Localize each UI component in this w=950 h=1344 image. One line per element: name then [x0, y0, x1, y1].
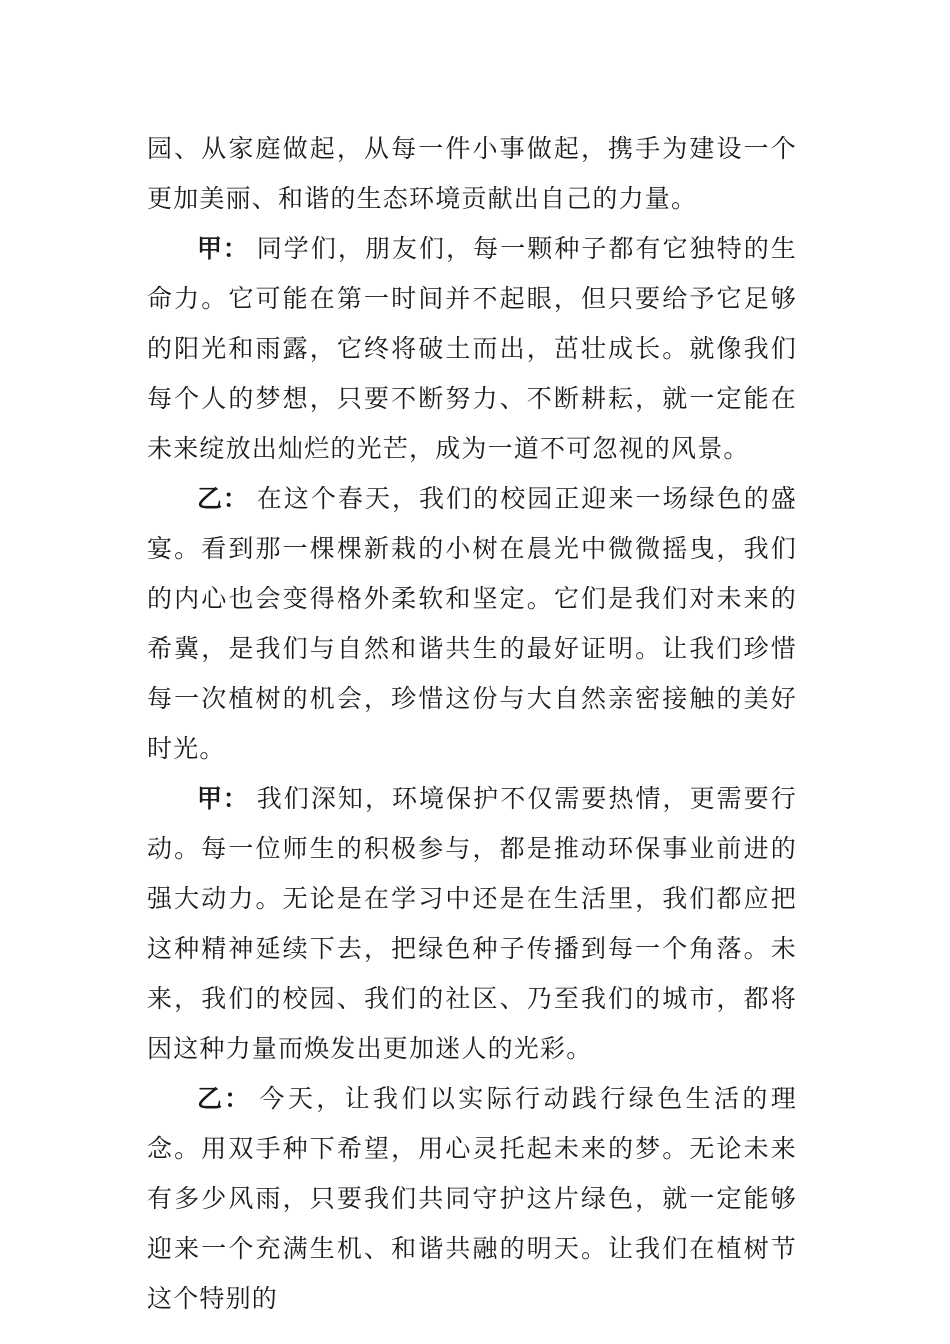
paragraph-text: 今天，让我们以实际行动践行绿色生活的理念。用双手种下希望，用心灵托起未来的梦。无论未来有多少风雨，只要我们共同守护这片绿色，就一定能够迎来一个充满生机、和谐共融的明天。让我们在植树节这个特别的 — [147, 1084, 797, 1313]
paragraph-text: 我们深知，环境保护不仅需要热情，更需要行动。每一位师生的积极参与，都是推动环保事业前进的强大动力。无论是在学习中还是在生活里，我们都应把这种精神延续下去，把绿色种子传播到每一个角落。未来，我们的校园、我们的社区、乃至我们的城市，都将因这种力量而焕发出更加迷人的光彩。 — [147, 784, 797, 1063]
paragraph-jia-1 — [147, 224, 797, 474]
paragraph-text: 在这个春天，我们的校园正迎来一场绿色的盛宴。看到那一棵棵新栽的小树在晨光中微微摇曳，我们的内心也会变得格外柔软和坚定。它们是我们对未来的希冀，是我们与自然和谐共生的最好证明。让我们珍惜每一次植树的机会，珍惜这份与大自然亲密接触的美好时光。 — [147, 484, 797, 763]
paragraph-continued — [147, 124, 797, 224]
paragraph-jia-2 — [147, 774, 797, 1074]
speaker-label: 甲： — [197, 784, 249, 813]
document-body — [147, 124, 797, 1324]
paragraph-text: 同学们，朋友们，每一颗种子都有它独特的生命力。它可能在第一时间并不起眼，但只要给予它足够的阳光和雨露，它终将破土而出，茁壮成长。就像我们每个人的梦想，只要不断努力、不断耕耘，就一定能在未来绽放出灿烂的光芒，成为一道不可忽视的风景。 — [147, 234, 797, 463]
speaker-label: 乙： — [197, 1084, 252, 1113]
paragraph-text: 园、从家庭做起，从每一件小事做起，携手为建设一个更加美丽、和谐的生态环境贡献出自己的力量。 — [147, 134, 797, 213]
speaker-label: 乙： — [197, 484, 249, 513]
paragraph-yi-1 — [147, 474, 797, 774]
paragraph-yi-2 — [147, 1074, 797, 1324]
speaker-label: 甲： — [197, 234, 249, 263]
